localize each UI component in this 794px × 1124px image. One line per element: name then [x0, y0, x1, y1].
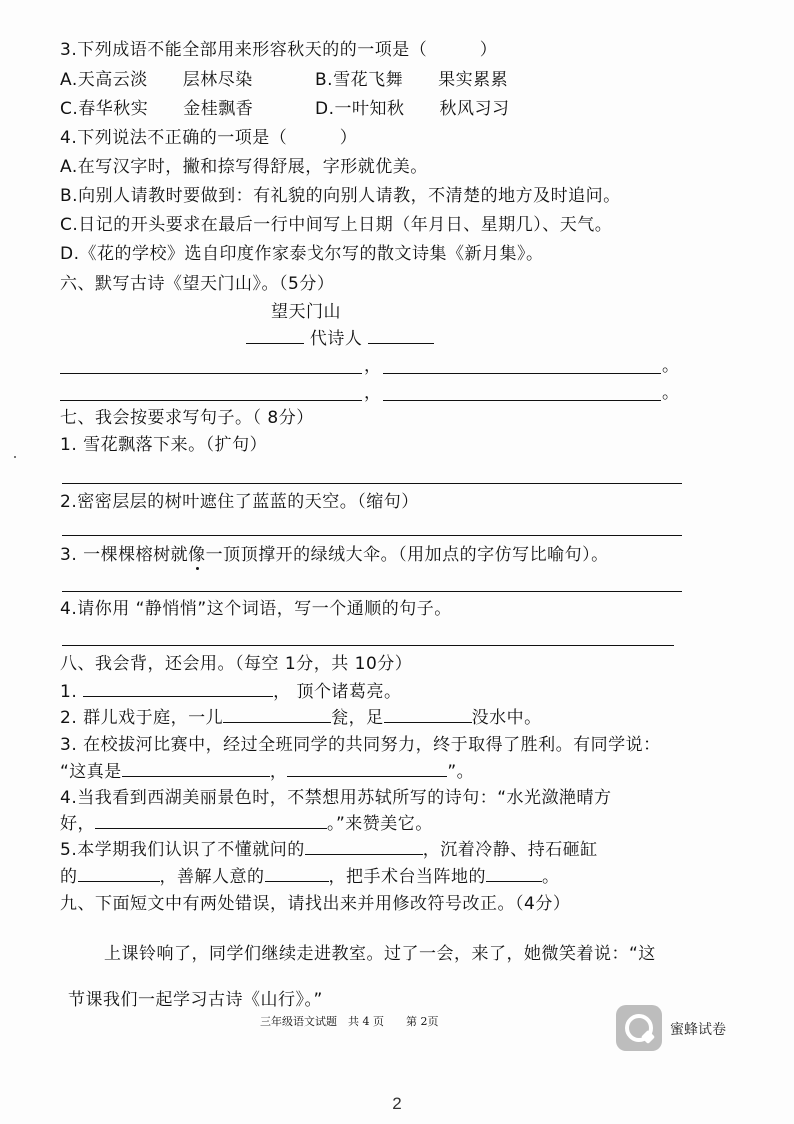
scan-speck: [14, 456, 16, 458]
poem-line-2b[interactable]: [383, 400, 661, 401]
sentence-3: [60, 543, 609, 567]
answer-line-3[interactable]: [62, 591, 682, 592]
sentence-2: 2.密密层层的树叶遮住了蓝蓝的天空。（缩句）: [60, 492, 419, 512]
fill-blank-1[interactable]: [83, 680, 273, 697]
answer-line-2[interactable]: [62, 535, 682, 536]
sentence-4: 4.请你用 “静悄悄”这个词语，写一个通顺的句子。: [60, 599, 452, 619]
fill-item-5-mid1: ，善解人意的: [159, 867, 265, 887]
fill-item-4-line2: [60, 812, 433, 836]
section-8-title: 八、我会背，还会用。（每空 1分，共 10分）: [60, 654, 413, 674]
sentence-3-pre: 3. 一棵棵榕树就: [60, 545, 189, 565]
answer-line-1[interactable]: [62, 483, 682, 484]
fill-item-5-post: 。: [542, 867, 560, 887]
fill-item-3-mid: ，: [269, 762, 288, 782]
q4-option-b: B.向别人请教时要做到：有礼貌的向别人请教，不清楚的地方及时追问。: [60, 186, 621, 206]
fill-item-3-post: ”。: [447, 762, 475, 782]
beehive-logo-icon: [616, 1005, 662, 1051]
fill-item-2-pre: 2. 群儿戏于庭，一儿: [60, 708, 224, 728]
poem-comma-2: ，: [364, 383, 382, 403]
q3-option-a: A.天高云淡 层林尽染: [60, 70, 253, 90]
fill-item-5-pre: 5.本学期我们认识了不懂就问的: [60, 840, 305, 860]
section-6-title: 六、默写古诗《望天门山》。（5分）: [60, 274, 335, 294]
fill-item-5-line2: [60, 865, 560, 889]
section-9-title: 九、下面短文中有两处错误，请找出来并用修改符号改正。（4分）: [60, 894, 571, 914]
q3-option-b: B.雪花飞舞 果实累累: [315, 70, 509, 90]
fill-item-3-pre: “这真是: [60, 762, 122, 782]
q3-stem: 3.下列成语不能全部用来形容秋天的的一项是（ ）: [60, 40, 498, 60]
q4-option-a: A.在写汉字时，撇和捺写得舒展，字形就优美。: [60, 157, 428, 177]
dynasty-blank[interactable]: [246, 327, 304, 344]
poem-line-1b[interactable]: [383, 373, 661, 374]
passage-line-2: 节课我们一起学习古诗《山行》。”: [68, 990, 323, 1010]
fill-blank-4[interactable]: [95, 812, 327, 829]
fill-item-2-mid: 瓮，足: [331, 708, 384, 728]
fill-blank-3b[interactable]: [287, 760, 447, 777]
fill-item-1-text: ， 顶个诸葛亮。: [273, 682, 402, 702]
fill-item-5-line1: [60, 838, 598, 862]
sentence-3-dotted-char: 像: [188, 545, 206, 565]
fill-item-5-line1-post: ，沉着冷静、持石砸缸: [422, 840, 598, 860]
poet-line: [246, 327, 434, 351]
poem-title: 望天门山: [271, 302, 341, 322]
fill-blank-5a[interactable]: [305, 838, 423, 855]
fill-item-3-line2: [60, 760, 474, 784]
fill-item-4-pre: 好，: [60, 814, 95, 834]
exam-footer: 三年级语文试题 共 4 页 第 2页: [260, 1015, 439, 1028]
poet-label: 代诗人: [309, 329, 363, 349]
poet-blank[interactable]: [368, 327, 434, 344]
q3-option-c: C.春华秋实 金桂飘香: [60, 99, 254, 119]
q4-option-d: D.《花的学校》选自印度作家泰戈尔写的散文诗集《新月集》。: [60, 244, 544, 264]
answer-line-4[interactable]: [62, 645, 674, 646]
fill-item-1-number: 1.: [60, 682, 78, 702]
fill-item-4-line1: 4.当我看到西湖美丽景色时，不禁想用苏轼所写的诗句：“水光潋滟晴方: [60, 788, 612, 808]
poem-period-1: 。: [662, 356, 680, 376]
poem-line-1a[interactable]: [60, 373, 362, 374]
q4-stem: 4.下列说法不正确的一项是（ ）: [60, 128, 358, 148]
q4-option-c: C.日记的开头要求在最后一行中间写上日期（年月日、星期几）、天气。: [60, 215, 613, 235]
fill-item-4-post: 。”来赞美它。: [327, 814, 433, 834]
sentence-1: 1. 雪花飘落下来。（扩句）: [60, 435, 268, 455]
poem-period-2: 。: [662, 383, 680, 403]
fill-blank-2a[interactable]: [223, 706, 331, 723]
fill-blank-5b[interactable]: [78, 865, 160, 882]
fill-blank-5d[interactable]: [486, 865, 542, 882]
section-7-title: 七、我会按要求写句子。（ 8分）: [60, 408, 314, 428]
poem-comma-1: ，: [364, 356, 382, 376]
poem-line-2a[interactable]: [60, 400, 362, 401]
fill-item-5-line2-pre: 的: [60, 867, 78, 887]
fill-item-2: [60, 706, 542, 730]
fill-blank-2b[interactable]: [384, 706, 472, 723]
watermark-text: 蜜蜂试卷: [670, 1022, 726, 1038]
passage-line-1: 上课铃响了，同学们继续走进教室。过了一会，来了，她微笑着说：“这: [104, 944, 656, 964]
fill-item-3-line1: 3. 在校拔河比赛中，经过全班同学的共同努力，终于取得了胜利。有同学说：: [60, 735, 661, 755]
fill-blank-3a[interactable]: [122, 760, 270, 777]
fill-item-5-mid2: ，把手术台当阵地的: [328, 867, 486, 887]
fill-item-1: [60, 680, 402, 704]
sentence-3-post: 一顶顶撑开的绿绒大伞。（用加点的字仿写比喻句）。: [205, 545, 609, 565]
page-number: 2: [392, 1094, 402, 1113]
q3-options-cd: [60, 97, 510, 121]
fill-item-2-post: 没水中。: [471, 708, 542, 728]
q3-options-ab: [60, 68, 509, 92]
fill-blank-5c[interactable]: [265, 865, 329, 882]
q3-option-d: D.一叶知秋 秋风习习: [315, 99, 510, 119]
